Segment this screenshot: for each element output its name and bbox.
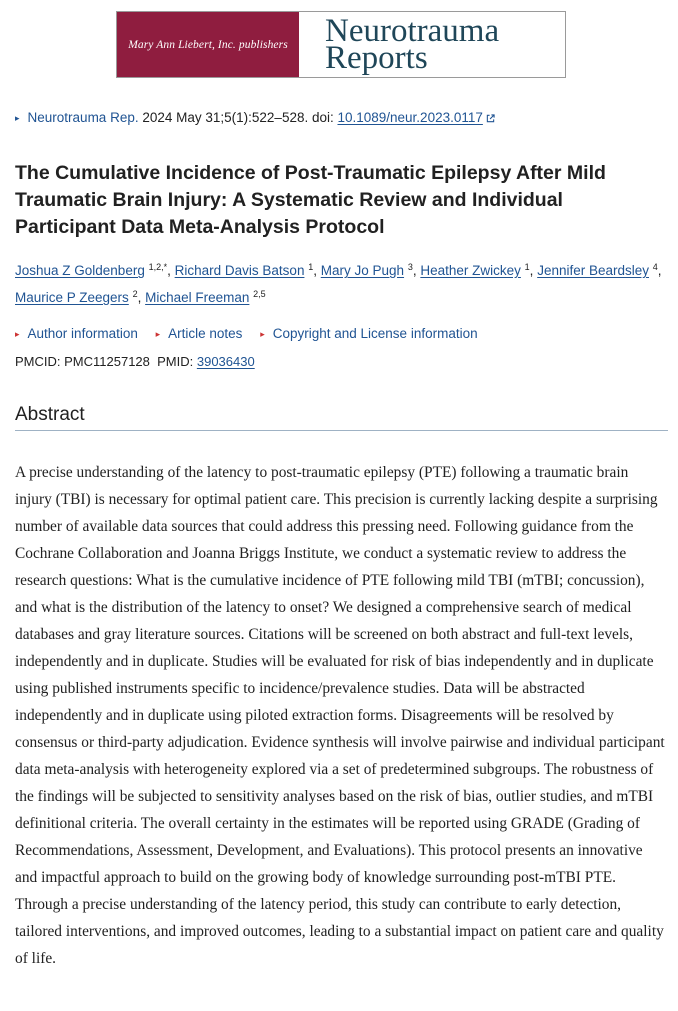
toggle-label: Copyright and License information: [272, 326, 478, 341]
author-affiliation[interactable]: 2,5: [253, 289, 266, 299]
article-title: The Cumulative Incidence of Post-Traumatic Epilepsy After Mild Traumatic Brain Injury: A Systematic Review and Individual Participant Data Meta-Analysis Protocol: [15, 162, 606, 238]
author-link[interactable]: Joshua Z Goldenberg: [15, 263, 145, 278]
pmcid-value: PMC11257128: [64, 354, 150, 369]
author-affiliation[interactable]: 1: [308, 262, 314, 272]
triangle-right-icon: ▸: [15, 329, 20, 339]
pmcid-label: PMCID:: [15, 354, 65, 369]
toggle-label: Author information: [27, 326, 138, 341]
journal-banner[interactable]: [116, 11, 566, 78]
citation-line: [15, 110, 495, 125]
doi-link[interactable]: 10.1089/neur.2023.0117: [337, 110, 483, 125]
journal-name-line2: Reports: [325, 39, 428, 76]
author-affiliation[interactable]: 1: [524, 262, 530, 272]
author-link[interactable]: Jennifer Beardsley: [537, 263, 649, 278]
copyright-license-toggle[interactable]: [260, 326, 477, 341]
abstract-heading: Abstract: [15, 404, 668, 431]
author-link[interactable]: Heather Zwickey: [420, 263, 521, 278]
citation-details: 2024 May 31;5(1):522–528. doi:: [138, 110, 338, 125]
author-information-toggle[interactable]: [15, 326, 138, 341]
triangle-right-icon: ▸: [155, 329, 161, 339]
toggle-label: Article notes: [168, 326, 243, 341]
author-affiliation[interactable]: 2: [132, 289, 138, 299]
author-link[interactable]: Richard Davis Batson: [174, 263, 305, 278]
abstract-text: A precise understanding of the latency to post-traumatic epilepsy (PTE) following a traumatic brain injury (TBI) is necessary for optimal patient care. This precision is currently lacking despite a surprising number of available data sources that could address this pressing need. Following guidance from the Cochrane Collaboration and Joanna Briggs Institute, we conduct a systematic review to address the research questions: What is the cumulative incidence of PTE following mild TBI (mTBI; concussion), and what is the distribution of the latency to onset? We designed a comprehensive search of medical databases and gray literature sources. Citations will be screened on both abstract and full-text levels, independently and in duplicate. Studies will be evaluated for risk of bias independently and in duplicate using published instruments specific to incidence/prevalence studies. Data will be abstracted independently and in duplicate using piloted extraction forms. Disagreements will be resolved by consensus or third-party adjudication. Evidence synthesis will involve pairwise and individual participant data meta-analysis with heterogeneity explored via a set of predetermined subgroups. The robustness of the findings will be subjected to sensitivity analyses based on the risk of bias, outlier studies, and mTBI definitional criteria. The overall certainty in the estimates will be reported using GRADE (Grading of Recommendations, Assessment, Development, and Evaluations). This protocol presents an innovative and impactful approach to build on the growing body of knowledge surrounding post-mTBI PTE. Through a precise understanding of the latency period, this study can contribute to early detection, tailored interventions, and improved outcomes, leading to a substantial impact on patient care and quality of life.: [15, 464, 665, 967]
author-link[interactable]: Mary Jo Pugh: [320, 263, 405, 278]
publisher-logo: [117, 12, 299, 77]
pmid-link[interactable]: 39036430: [196, 354, 255, 369]
author-affiliation[interactable]: 1,2,*: [148, 262, 168, 272]
journal-link[interactable]: Neurotrauma Rep.: [27, 110, 139, 125]
external-link-icon[interactable]: [486, 114, 495, 123]
author-affiliation[interactable]: 3: [407, 262, 413, 272]
journal-name-line1: Neurotrauma: [325, 12, 500, 49]
article-notes-toggle[interactable]: [156, 326, 243, 341]
author-link[interactable]: Maurice P Zeegers: [15, 290, 129, 305]
publisher-name: Mary Ann Liebert, Inc. publishers: [128, 38, 288, 51]
article-info-toggles: [15, 326, 492, 341]
triangle-right-icon: ▸: [15, 113, 20, 123]
article-identifiers: [15, 354, 255, 369]
author-link[interactable]: Michael Freeman: [145, 290, 250, 305]
author-list: Joshua Z Goldenberg $^{1,2,*}$, Richard Davis Batson $^1$, Mary Jo Pugh $^3$, Heather Zwickey $^1$, Jennifer Beardsley $^4$, Maurice P Zeegers $^2$, Michael Freeman $^{2,5}$: [15, 262, 662, 305]
triangle-right-icon: ▸: [260, 329, 265, 339]
journal-logo: [299, 12, 565, 77]
pmid-label: PMID:: [157, 354, 197, 369]
author-affiliation[interactable]: 4: [652, 262, 658, 272]
